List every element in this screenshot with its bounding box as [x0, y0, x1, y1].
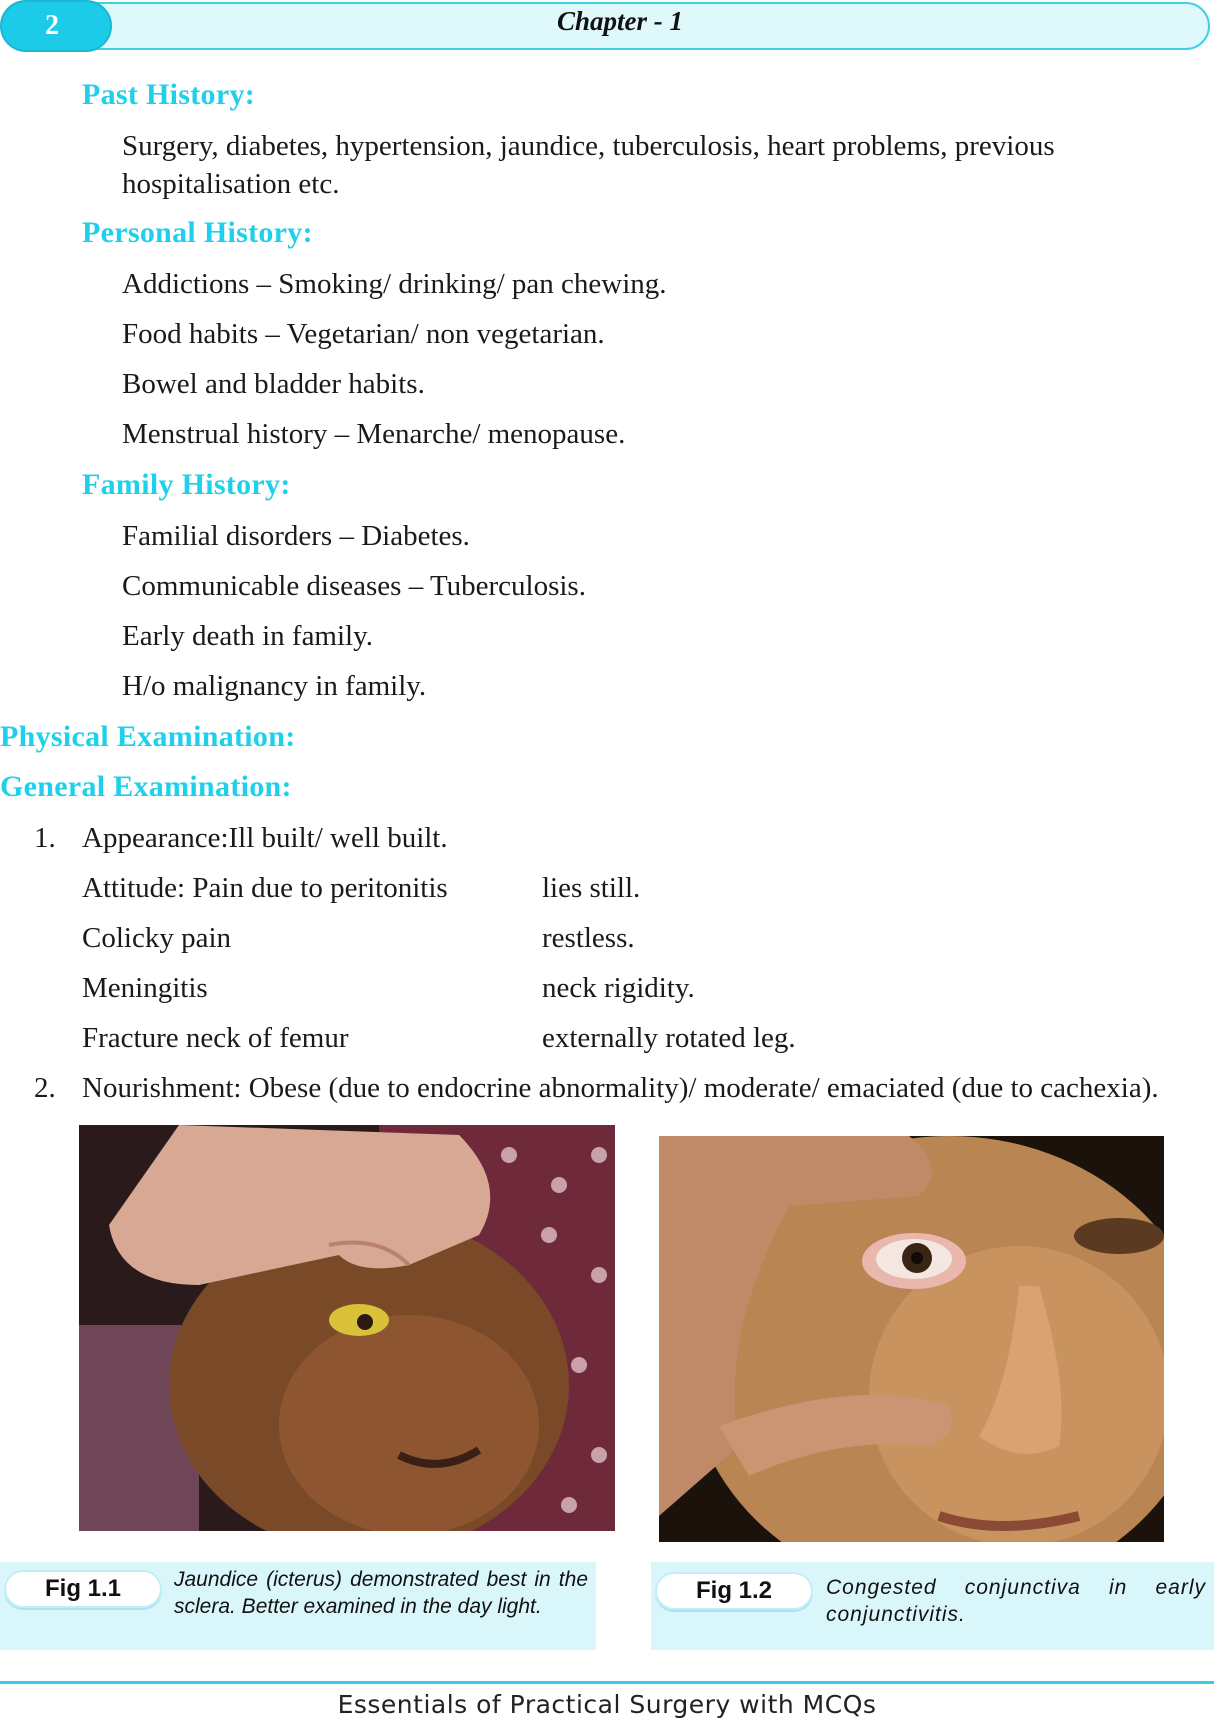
family-history-item: Communicable diseases – Tuberculosis.: [122, 570, 586, 602]
attitude-sign: neck rigidity.: [542, 972, 695, 1004]
figure-1-2-photo: [659, 1136, 1164, 1542]
attitude-sign: restless.: [542, 922, 635, 954]
attitude-condition: Meningitis: [82, 972, 208, 1004]
personal-history-item: Food habits – Vegetarian/ non vegetarian.: [122, 318, 605, 350]
conjunctivitis-photo-illustration: [659, 1136, 1164, 1542]
jaundice-photo-illustration: [79, 1125, 615, 1531]
past-history-heading: Past History:: [82, 78, 256, 111]
page-header: [0, 0, 1212, 52]
item-number: 1.: [34, 822, 56, 854]
figure-1-1-label: Fig 1.1: [4, 1570, 162, 1608]
personal-history-item: Bowel and bladder habits.: [122, 368, 425, 400]
personal-history-heading: Personal History:: [82, 216, 313, 249]
attitude-sign: lies still.: [542, 872, 641, 904]
attitude-sign: externally rotated leg.: [542, 1022, 796, 1054]
family-history-item: H/o malignancy in family.: [122, 670, 427, 702]
item-number: 2.: [34, 1072, 56, 1104]
figure-1-2-caption: Congested conjunctiva in early conjunctivitis.: [826, 1576, 1206, 1626]
attitude-condition: Fracture neck of femur: [82, 1022, 349, 1054]
nourishment-line: Nourishment: Obese (due to endocrine abnormality)/ moderate/ emaciated (due to cachexia).: [82, 1072, 1159, 1104]
family-history-item: Familial disorders – Diabetes.: [122, 520, 470, 552]
past-history-line-2: hospitalisation etc.: [122, 168, 340, 200]
attitude-condition: Attitude: Pain due to peritonitis: [82, 872, 448, 904]
personal-history-item: Addictions – Smoking/ drinking/ pan chewing.: [122, 268, 667, 300]
footer-title: Essentials of Practical Surgery with MCQs: [337, 1690, 877, 1719]
general-examination-heading: General Examination:: [0, 770, 292, 803]
attitude-condition: Colicky pain: [82, 922, 232, 954]
personal-history-item: Menstrual history – Menarche/ menopause.: [122, 418, 626, 450]
appearance-line: Appearance:Ill built/ well built.: [82, 822, 448, 854]
past-history-line-1: Surgery, diabetes, hypertension, jaundice, tuberculosis, heart problems, previous: [122, 130, 1055, 162]
page-number: 2: [45, 10, 59, 41]
chapter-title: Chapter - 1: [556, 6, 683, 36]
figure-1-1-photo: [79, 1125, 615, 1531]
physical-examination-heading: Physical Examination:: [0, 720, 296, 753]
family-history-item: Early death in family.: [122, 620, 373, 652]
figure-1-2-label: Fig 1.2: [655, 1572, 813, 1610]
footer-rule: [0, 1681, 1214, 1684]
family-history-heading: Family History:: [82, 468, 291, 501]
figure-1-1-caption: Jaundice (icterus) demonstrated best in the sclera. Better examined in the day light.: [174, 1568, 588, 1618]
